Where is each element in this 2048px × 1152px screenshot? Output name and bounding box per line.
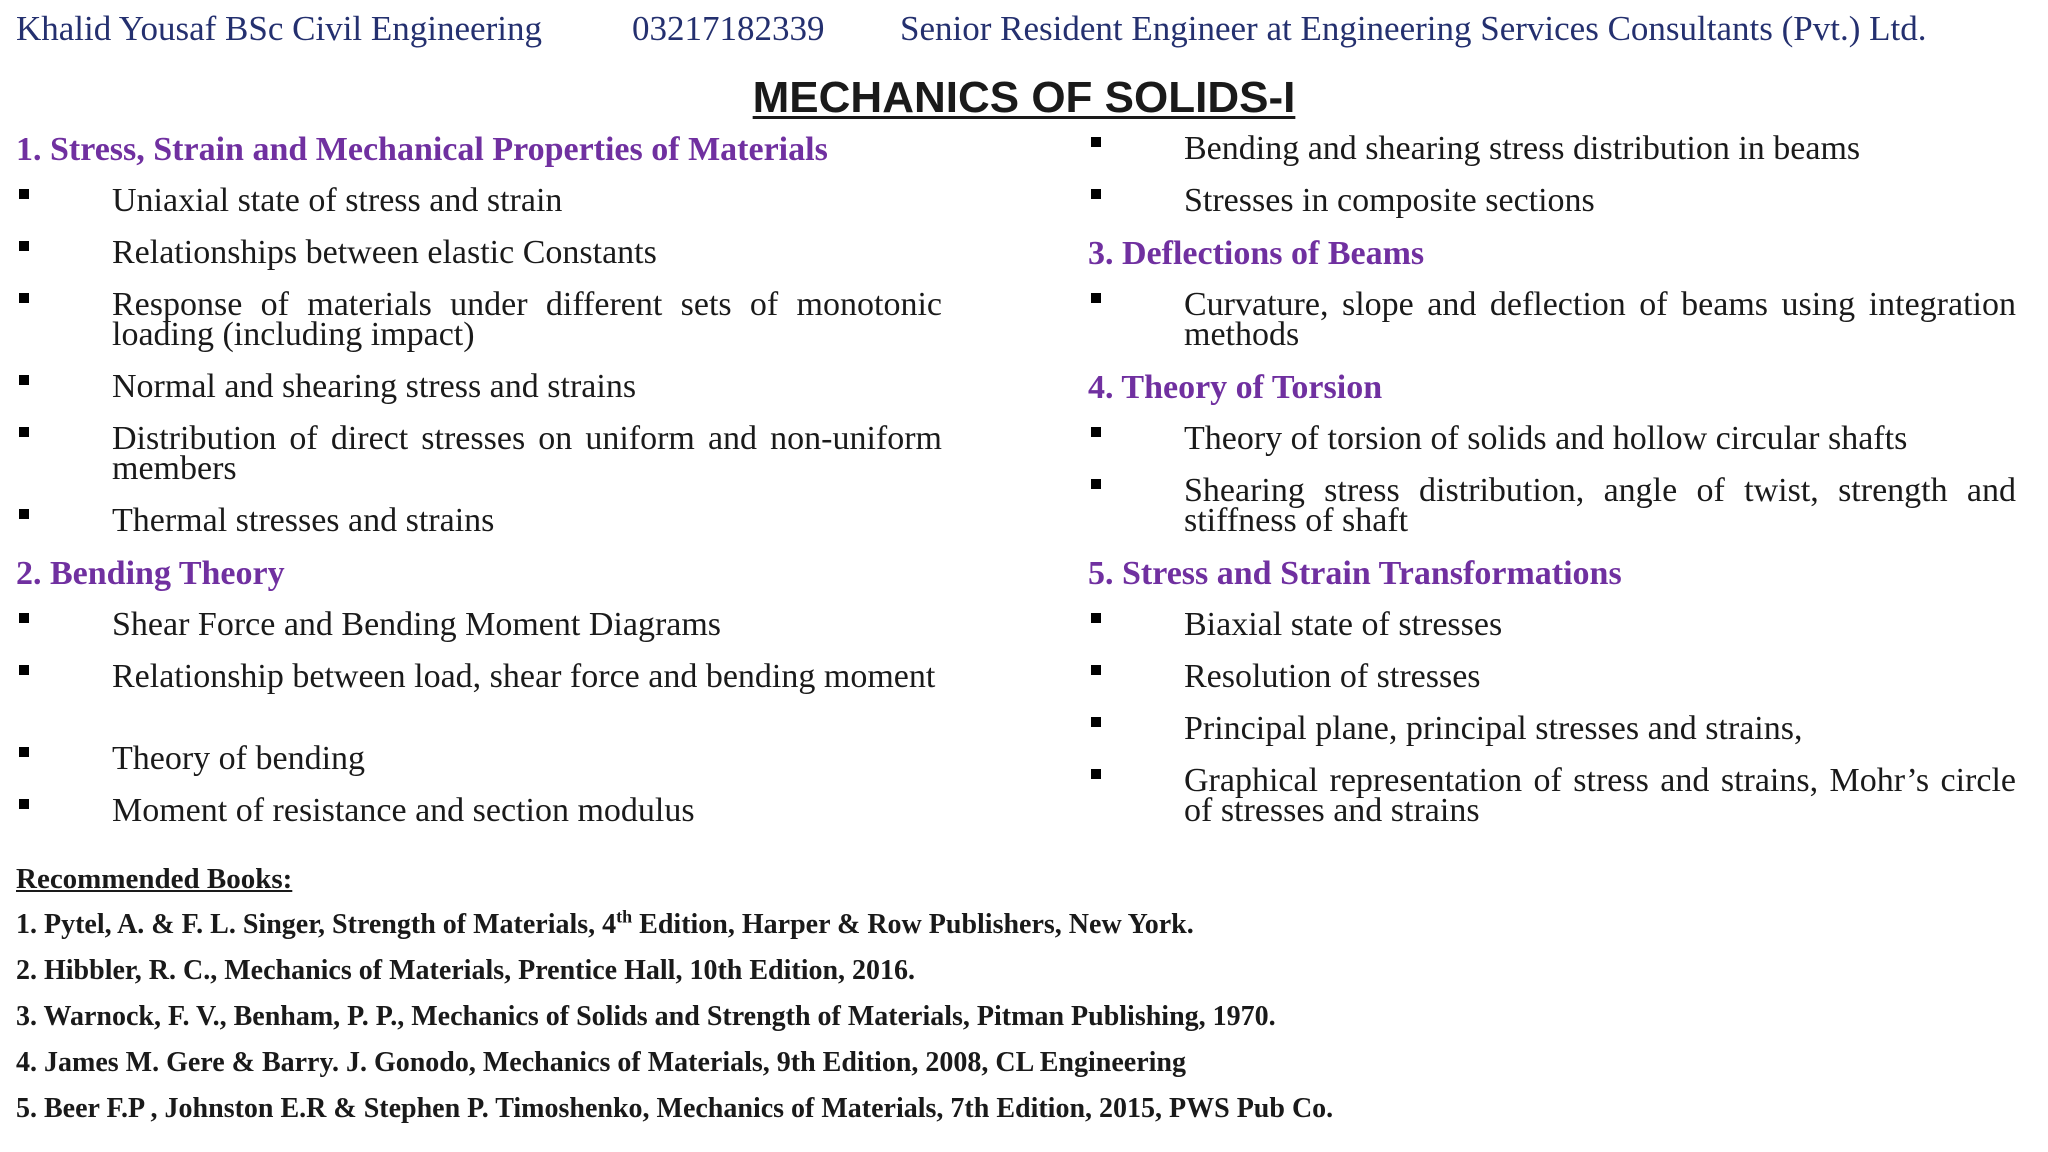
book-item: 1. Pytel, A. & F. L. Singer, Strength of Materials, 4th Edition, Harper & Row Publishers, New York. bbox=[16, 906, 1194, 940]
list-item: Shearing stress distribution, angle of twist, strength and stiffness of shaft bbox=[1088, 470, 2016, 552]
bullet-icon bbox=[1091, 189, 1101, 199]
section-title-1: 1. Stress, Strain and Mechanical Properties of Materials bbox=[16, 131, 828, 168]
list-item: Theory of torsion of solids and hollow circular shafts bbox=[1088, 418, 2016, 470]
bullet-icon bbox=[1091, 613, 1101, 623]
list-item: Uniaxial state of stress and strain bbox=[16, 180, 942, 232]
list-item: Moment of resistance and section modulus bbox=[16, 790, 942, 842]
bullet-icon bbox=[19, 427, 29, 437]
list-item: Stresses in composite sections bbox=[1088, 180, 2016, 232]
bullet-icon bbox=[1091, 427, 1101, 437]
bullet-icon bbox=[19, 665, 29, 675]
list-item: Curvature, slope and deflection of beams using integration methods bbox=[1088, 284, 2016, 366]
section-title-5: 5. Stress and Strain Transformations bbox=[1088, 555, 1622, 592]
author-phone: 03217182339 bbox=[632, 9, 825, 48]
list-item: Relationship between load, shear force and bending moment bbox=[16, 656, 942, 738]
list-item: Distribution of direct stresses on uniform and non-uniform members bbox=[16, 418, 942, 500]
bullet-icon bbox=[1091, 665, 1101, 675]
list-item: Response of materials under different sets of monotonic loading (including impact) bbox=[16, 284, 942, 366]
section-title-4: 4. Theory of Torsion bbox=[1088, 369, 1383, 406]
bullet-icon bbox=[1091, 479, 1101, 489]
bullet-icon bbox=[1091, 293, 1101, 303]
section-title-3: 3. Deflections of Beams bbox=[1088, 235, 1425, 272]
bullet-icon bbox=[1091, 769, 1101, 779]
list-item: Graphical representation of stress and strains, Mohr’s circle of stresses and strains bbox=[1088, 760, 2016, 842]
recommended-books bbox=[16, 860, 2016, 1136]
bullet-icon bbox=[19, 241, 29, 251]
bullet-icon bbox=[19, 799, 29, 809]
list-item: Normal and shearing stress and strains bbox=[16, 366, 942, 418]
book-item: 3. Warnock, F. V., Benham, P. P., Mechanics of Solids and Strength of Materials, Pitman Publishing, 1970. bbox=[16, 1001, 1276, 1032]
list-item: Biaxial state of stresses bbox=[1088, 604, 2016, 656]
list-item: Relationships between elastic Constants bbox=[16, 232, 942, 284]
book-item: 2. Hibbler, R. C., Mechanics of Materials, Prentice Hall, 10th Edition, 2016. bbox=[16, 955, 916, 986]
bullet-icon bbox=[19, 613, 29, 623]
bullet-icon bbox=[1091, 137, 1101, 147]
list-item: Shear Force and Bending Moment Diagrams bbox=[16, 604, 942, 656]
bullet-icon bbox=[19, 189, 29, 199]
author-name: Khalid Yousaf BSc Civil Engineering bbox=[16, 9, 542, 48]
right-column bbox=[1088, 128, 2016, 842]
section-title-2: 2. Bending Theory bbox=[16, 555, 285, 592]
book-item: 5. Beer F.P , Johnston E.R & Stephen P. Timoshenko, Mechanics of Materials, 7th Edition, 2015, PWS Pub Co. bbox=[16, 1093, 1334, 1124]
left-column bbox=[16, 128, 942, 842]
bullet-icon bbox=[19, 375, 29, 385]
book-item: 4. James M. Gere & Barry. J. Gonodo, Mechanics of Materials, 9th Edition, 2008, CL Engineering bbox=[16, 1047, 1186, 1078]
bullet-icon bbox=[1091, 717, 1101, 727]
list-item: Principal plane, principal stresses and strains, bbox=[1088, 708, 2016, 760]
books-title: Recommended Books: bbox=[16, 863, 293, 895]
list-item: Resolution of stresses bbox=[1088, 656, 2016, 708]
page-title: MECHANICS OF SOLIDS-I bbox=[752, 73, 1296, 122]
bullet-icon bbox=[19, 509, 29, 519]
author-position: Senior Resident Engineer at Engineering Services Consultants (Pvt.) Ltd. bbox=[900, 9, 1927, 48]
list-item: Thermal stresses and strains bbox=[16, 500, 942, 552]
page-header bbox=[16, 4, 2036, 54]
bullet-icon bbox=[19, 747, 29, 757]
list-item: Bending and shearing stress distribution in beams bbox=[1088, 128, 2016, 180]
bullet-icon bbox=[19, 293, 29, 303]
list-item: Theory of bending bbox=[16, 738, 942, 790]
